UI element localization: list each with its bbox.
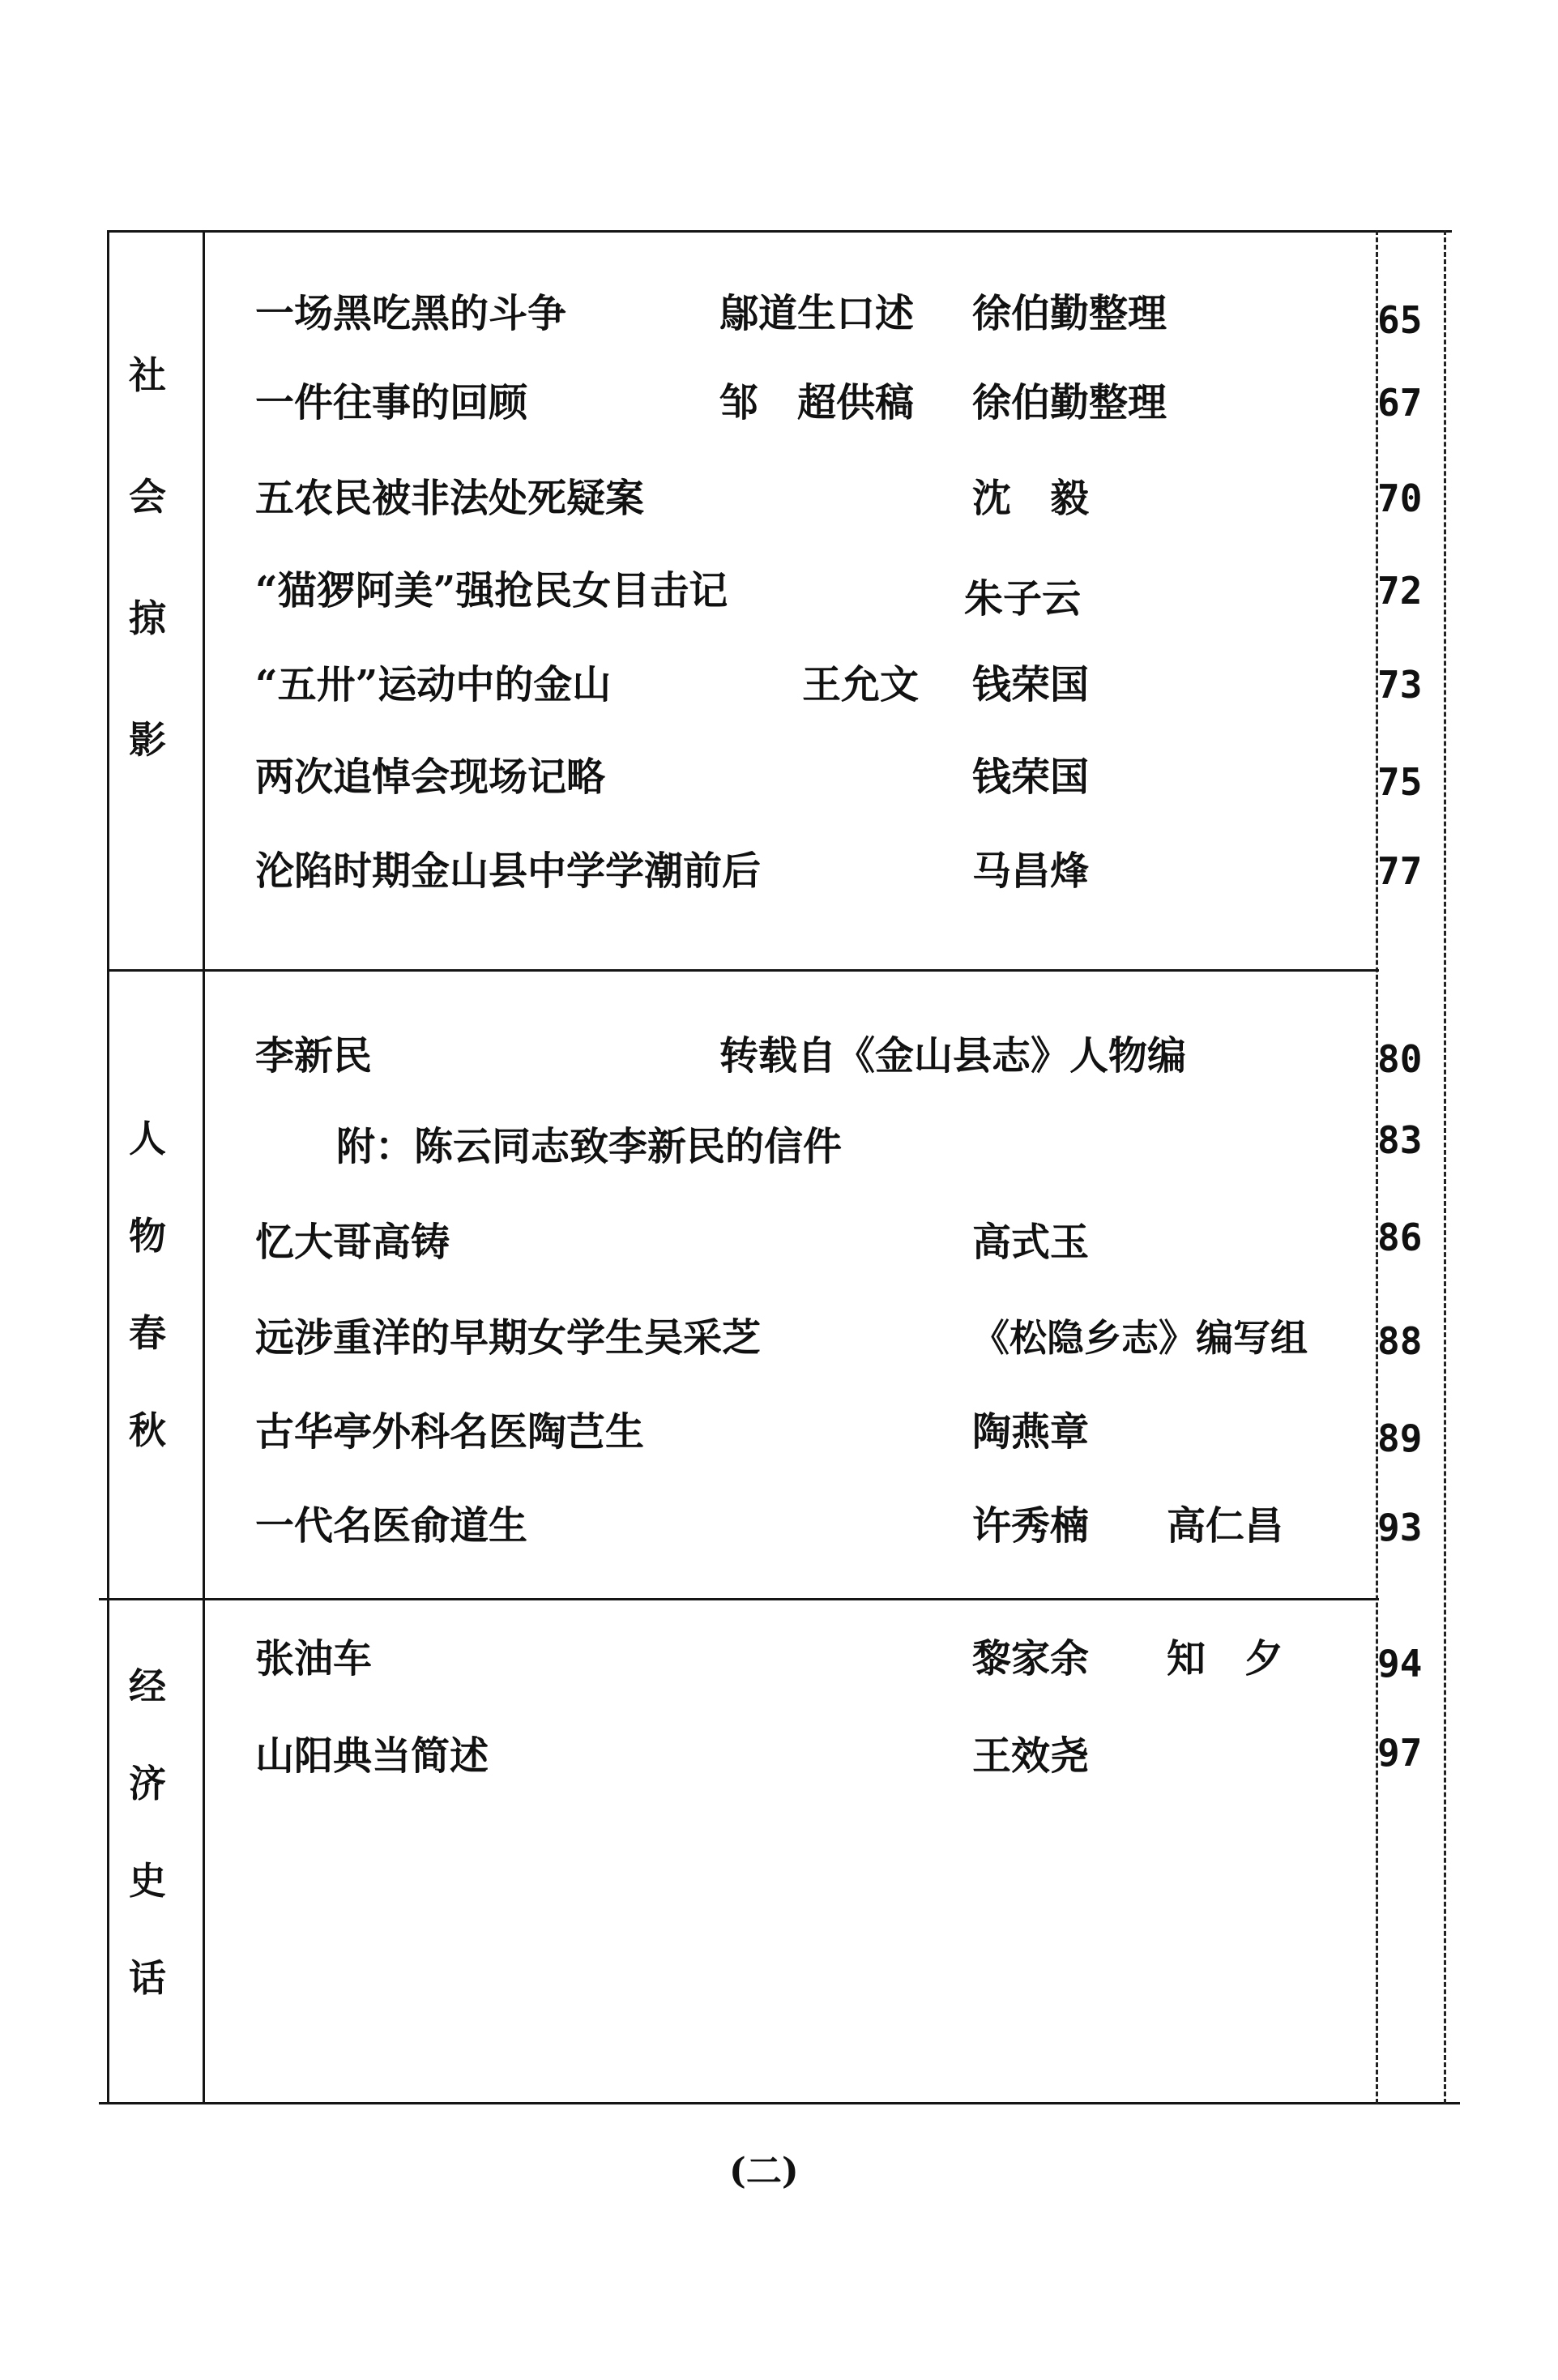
- entry-title: 五农民被非法处死疑案: [255, 476, 645, 521]
- entry-title: 一代名医俞道生: [255, 1503, 528, 1549]
- frame-right-line: [1444, 230, 1446, 2104]
- entry-title: 山阳典当简述: [255, 1733, 489, 1779]
- toc-entry[interactable]: [211, 1118, 1361, 1175]
- entry-title: 两次追悼会现场记略: [255, 754, 606, 800]
- entry-title: 张油车: [255, 1636, 373, 1681]
- toc-entry[interactable]: [211, 470, 1361, 527]
- entry-author-2: 钱荣国: [972, 662, 1090, 707]
- entry-title: 沦陷时期金山县中学学潮前后: [255, 848, 762, 894]
- entry-author-2: 王效尧: [972, 1733, 1090, 1779]
- entry-author-2: 马昌烽: [972, 848, 1090, 894]
- toc-entry[interactable]: [211, 374, 1361, 431]
- label-char: 话: [129, 1956, 166, 2000]
- entry-page-number: 67: [1377, 381, 1423, 425]
- entry-author-2: 许秀楠 高仁昌: [972, 1503, 1284, 1549]
- toc-entry[interactable]: [211, 1498, 1361, 1554]
- entry-author: 王允文: [802, 662, 920, 707]
- toc-entry[interactable]: [211, 1630, 1361, 1687]
- entry-title: 一场黑吃黑的斗争: [255, 291, 567, 336]
- entry-author-2: 徐伯勤整理: [972, 291, 1167, 336]
- entry-page-number: 77: [1377, 849, 1423, 893]
- section-label-social: [107, 353, 188, 778]
- frame-bottom-line: [99, 2102, 1460, 2104]
- entry-author-2: 沈 毅: [972, 476, 1090, 521]
- section-label-economy: [107, 1664, 188, 2008]
- toc-entry[interactable]: [211, 1214, 1361, 1271]
- toc-entry[interactable]: [211, 656, 1361, 713]
- entry-author-2: 黎家余 知 夕: [972, 1636, 1284, 1681]
- entry-title: 一件往事的回顾: [255, 380, 528, 425]
- footer-page-mark: (二): [729, 2151, 799, 2192]
- entry-page-number: 65: [1377, 298, 1423, 342]
- entry-author-2: 钱荣国: [972, 754, 1090, 800]
- entry-author-2: 朱子云: [964, 576, 1082, 622]
- label-char: 物: [129, 1214, 166, 1258]
- label-char: 会: [129, 475, 166, 519]
- entry-page-number: 73: [1377, 663, 1423, 707]
- section-divider-2: [99, 1598, 1379, 1600]
- entry-page-number: 94: [1377, 1642, 1423, 1686]
- label-column-line: [203, 230, 205, 2104]
- entry-page-number: 93: [1377, 1506, 1423, 1549]
- toc-entry[interactable]: [211, 1028, 1361, 1084]
- label-char: 掠: [129, 596, 166, 640]
- label-char: 社: [129, 353, 166, 397]
- entry-author: 转载自《金山县志》人物编: [719, 1033, 1187, 1079]
- section-divider-1: [107, 969, 1379, 972]
- label-char: 春: [129, 1311, 166, 1355]
- entry-author-2: 徐伯勤整理: [972, 380, 1167, 425]
- entry-author: 邹 超供稿: [719, 380, 915, 425]
- entry-author-2: 高式玉: [972, 1220, 1090, 1265]
- entry-page-number: 72: [1377, 569, 1423, 613]
- label-char: 史: [129, 1859, 166, 1903]
- toc-entry[interactable]: [211, 1728, 1361, 1784]
- toc-entry[interactable]: [211, 285, 1361, 342]
- entry-page-number: 75: [1377, 760, 1423, 804]
- entry-author-2: 陶燕章: [972, 1409, 1090, 1455]
- entry-title: “猫猡阿美”强抢民女目击记: [255, 568, 728, 613]
- entry-title: 远涉重洋的早期女学生吴采芝: [255, 1315, 762, 1361]
- section-label-people: [107, 1117, 188, 1460]
- entry-page-number: 86: [1377, 1216, 1423, 1259]
- entry-title: 古华亭外科名医陶芑生: [255, 1409, 645, 1455]
- label-char: 秋: [129, 1408, 166, 1452]
- label-char: 经: [129, 1664, 166, 1708]
- toc-entry[interactable]: [211, 1404, 1361, 1460]
- entry-title: 李新民: [255, 1033, 373, 1079]
- entry-title: 忆大哥高铸: [255, 1220, 450, 1265]
- entry-page-number: 83: [1377, 1118, 1423, 1162]
- entry-author: 鄔道生口述: [719, 291, 915, 336]
- toc-entry[interactable]: [211, 1310, 1361, 1366]
- toc-entry[interactable]: [211, 749, 1361, 805]
- entry-page-number: 89: [1377, 1416, 1423, 1460]
- toc-entry[interactable]: [211, 843, 1361, 899]
- label-char: 影: [129, 718, 166, 762]
- entry-title: “五卅”运动中的金山: [255, 662, 612, 707]
- label-char: 人: [129, 1117, 166, 1160]
- entry-page-number: 80: [1377, 1037, 1423, 1081]
- entry-page-number: 97: [1377, 1731, 1423, 1775]
- toc-entry[interactable]: [211, 562, 1361, 622]
- label-char: 济: [129, 1762, 166, 1805]
- entry-author-2: 《松隐乡志》编写组: [972, 1316, 1308, 1360]
- entry-page-number: 88: [1377, 1319, 1423, 1363]
- entry-page-number: 70: [1377, 476, 1423, 520]
- entry-title: 附：陈云同志致李新民的信件: [336, 1124, 843, 1169]
- frame-top-line: [107, 230, 1452, 233]
